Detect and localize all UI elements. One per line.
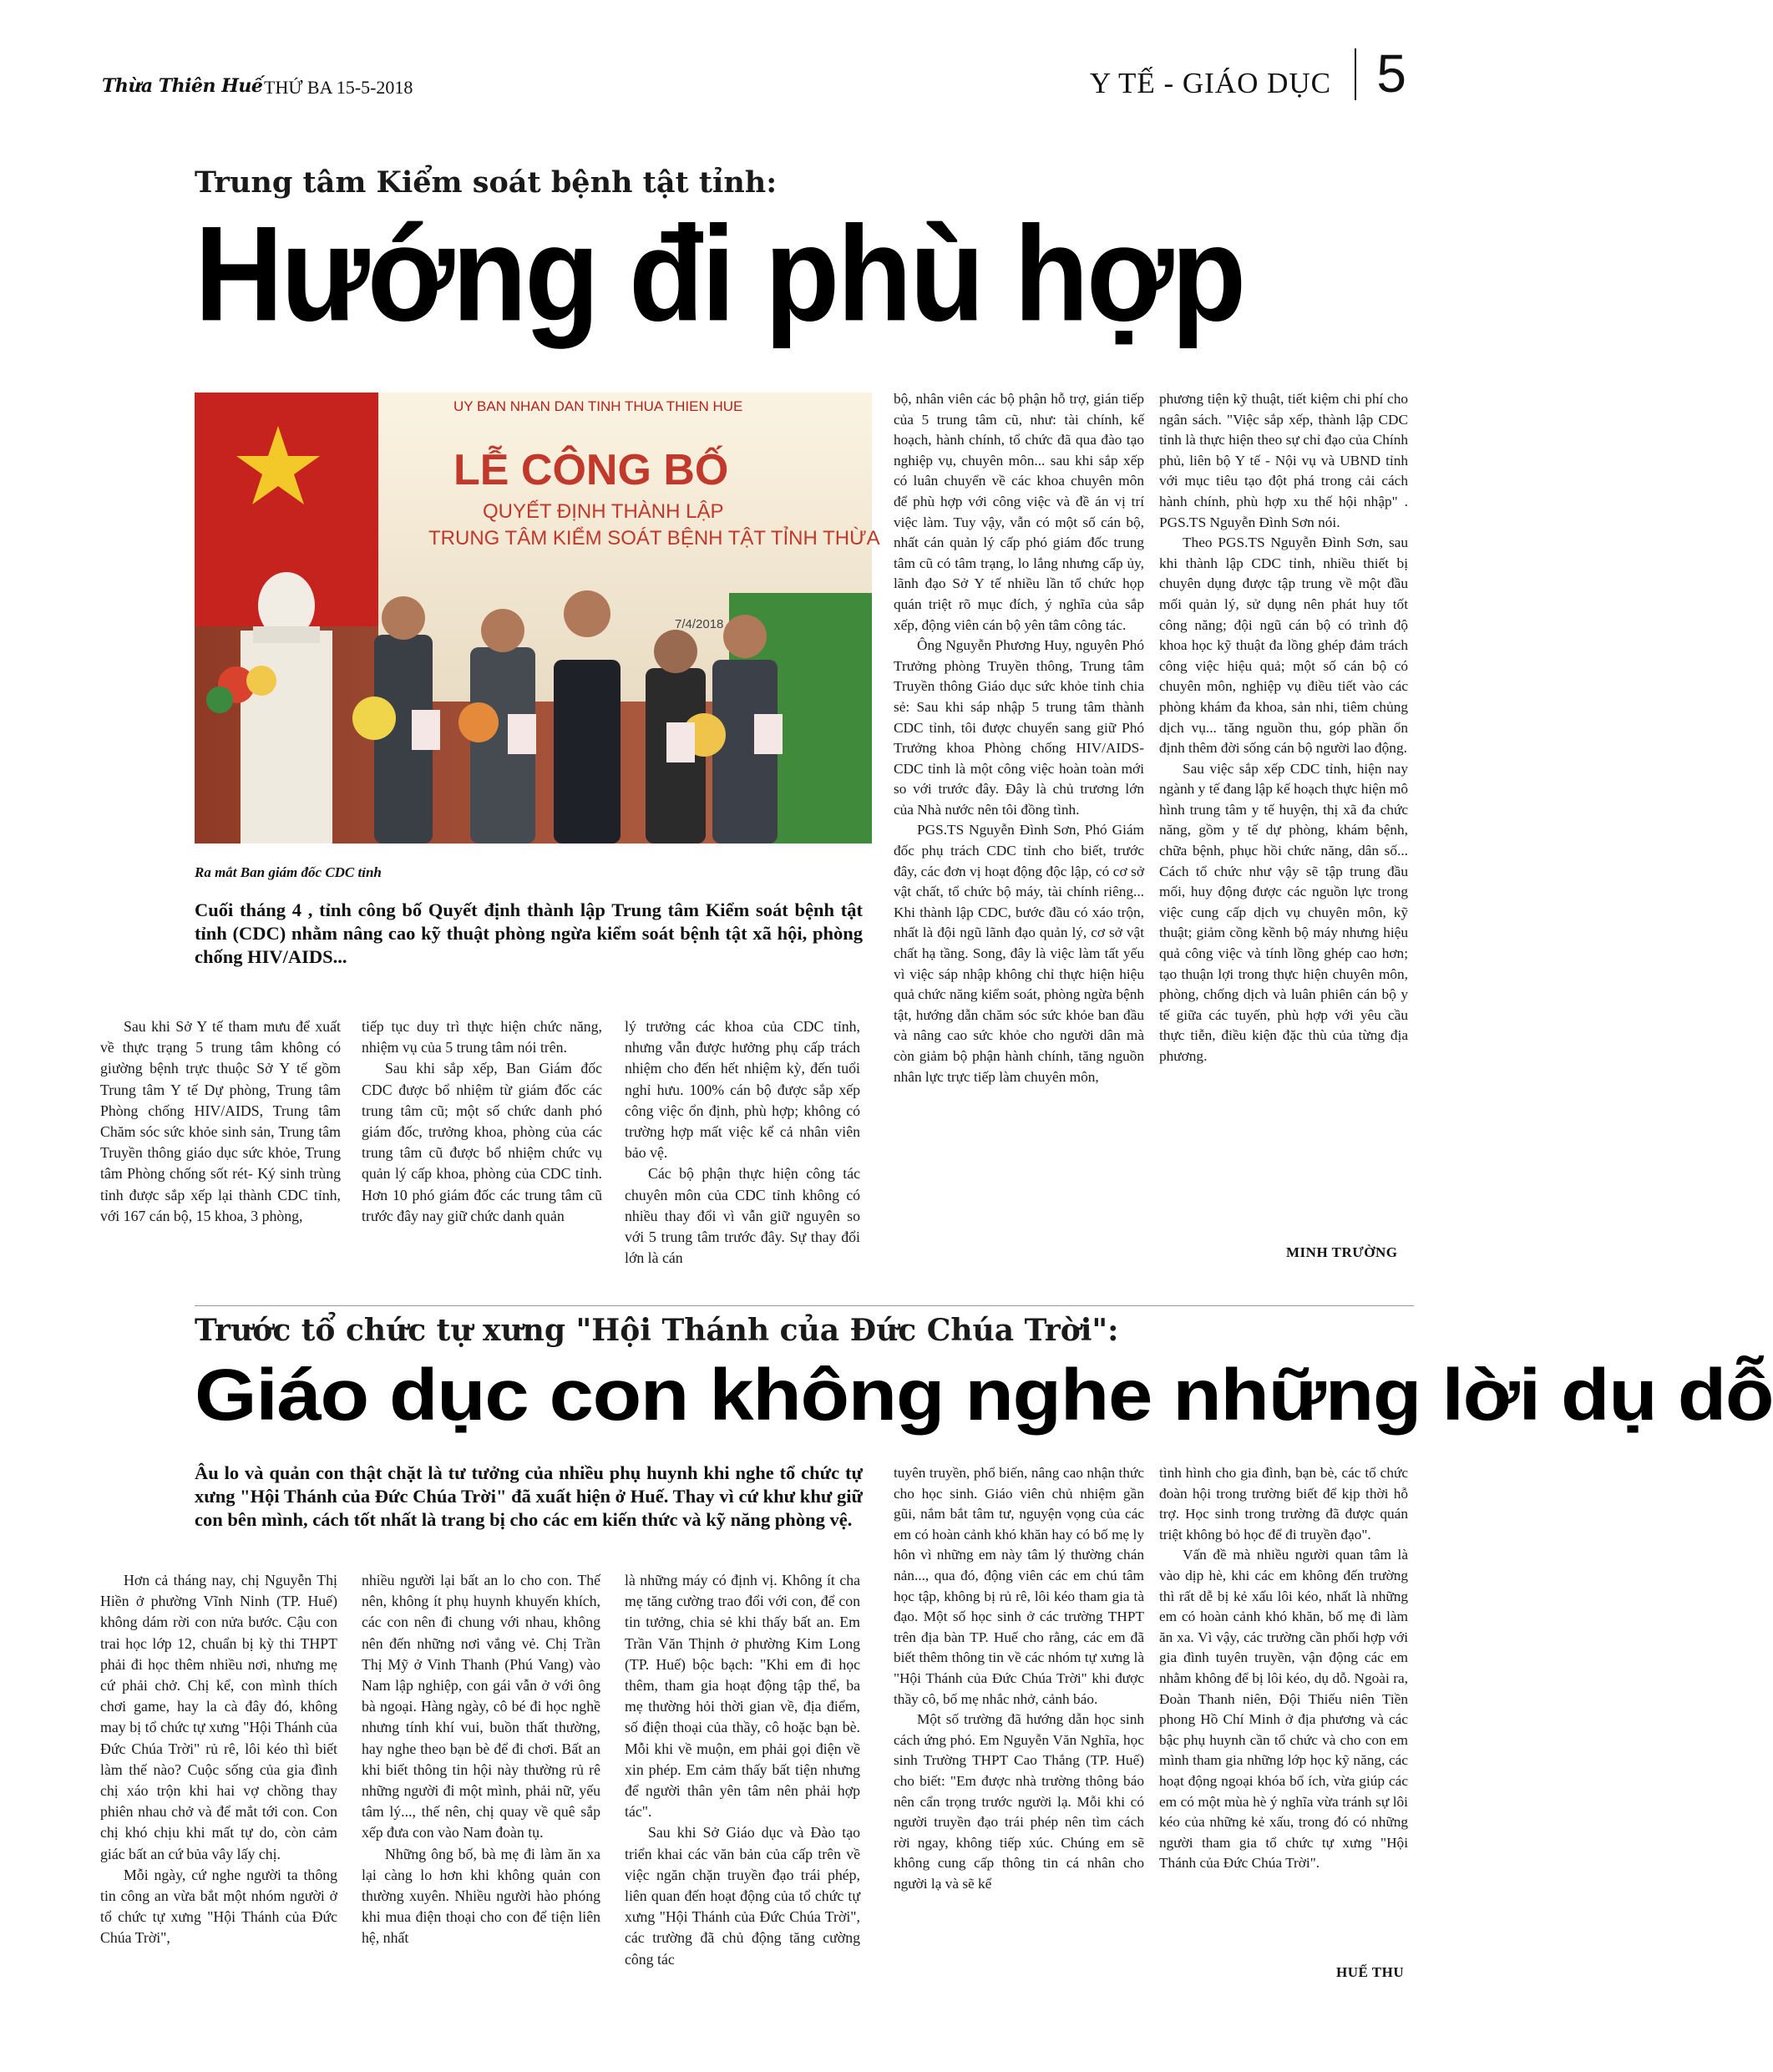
paragraph: tiếp tục duy trì thực hiện chức năng, nhiệm vụ của 5 trung tâm nói trên. [362,1018,602,1056]
paragraph: tuyên truyền, phổ biến, nâng cao nhận thức cho học sinh. Giáo viên chủ nhiệm gần gũi, nắm bắt tâm tư, nguyện vọng của các em có hoàn cảnh khó khăn hay có bố mẹ ly hôn vì những em này tâm lý thường chán nản..., qua đó, động viên các em chú tâm học tập, không bị rủ rê, lôi kéo tham gia tà đạo. Một số học sinh ở các trường THPT trên địa bàn TP. Huế cho rằng, các em đã biết thêm thông tin về các nhóm tự xưng là "Hội Thánh của Đức Chúa Trời" khi được thầy cô, bố mẹ nhắc nhở, cảnh báo. [894,1465,1144,1707]
ceremony-photo-image [195,393,880,843]
masthead [99,43,1406,104]
article2-headline: Giáo dục con không nghe những lời dụ dỗ [195,1354,1773,1436]
issue-date: THỨ BA 15-5-2018 [264,77,413,98]
paragraph: Ông Nguyễn Phương Huy, nguyên Phó Trưởng phòng Truyền thông, Trung tâm Truyền thông Giáo dục sức khỏe tỉnh chia sẻ: Sau khi sáp nhập 5 trung tâm thành CDC tỉnh, tôi được chuyển sang giữ Phó Trưởng khoa Phòng chống HIV/AIDS-CDC tỉnh là một công việc hoàn toàn mới so với trước đây. Đây là chủ trương lớn của Nhà nước nên tôi đồng tình. [894,637,1144,818]
article1-column-5 [1159,389,1408,1067]
article2-column-4 [894,1463,1144,1894]
article1-column-3 [625,1016,860,1269]
paragraph: Sau khi sắp xếp, Ban Giám đốc CDC được bổ nhiệm từ giám đốc các trung tâm cũ; một số chức danh phó giám đốc, trưởng khoa, phòng của các trung tâm cũ được bổ nhiệm chức vụ quản lý cấp khoa, phòng của CDC tỉnh. Hơn 10 phó giám đốc các trung tâm cũ trước đây nay giữ chức danh quản [362,1060,602,1224]
article2-column-3 [625,1570,860,1970]
article2-byline: HUẾ THU [1336,1964,1405,1980]
article1-column-4 [894,389,1144,1087]
paragraph: lý trưởng các khoa của CDC tỉnh, nhưng vẫn được hưởng phụ cấp trách nhiệm cho đến hết nhiệm kỳ, đến tuổi nghỉ hưu. 100% cán bộ được sắp xếp công việc ổn định, phù hợp; không có trường hợp mất việc kể cả nhân viên bảo vệ. [625,1018,860,1162]
paragraph: Mỗi ngày, cứ nghe người ta thông tin công an vừa bắt một nhóm người ở tổ chức tự xưng "Hội Thánh của Đức Chúa Trời", [100,1866,337,1947]
paragraph: bộ, nhân viên các bộ phận hỗ trợ, gián tiếp của 5 trung tâm cũ, như: tài chính, kế hoạch, hành chính, tổ chức đã qua đào tạo nghiệp vụ, chuyên môn... sau khi sắp xếp có luân chuyển về các khoa chuyên môn để phù hợp với công việc và đề án vị trí việc làm. Tuy vậy, vẫn có một số cán bộ, nhất cán quản lý cấp phó giám đốc trung tâm cũ có tâm trạng, lo lắng nhưng cấp ủy, lãnh đạo Sở Y tế nhiều lần tổ chức họp quán triệt rõ mục đích, ý nghĩa của sắp xếp, động viên cán bộ yên tâm công tác. [894,391,1144,633]
section-name: Y TẾ - GIÁO DỤC [1089,67,1331,99]
article1-byline: MINH TRƯỜNG [1286,1244,1398,1260]
paragraph: Sau việc sắp xếp CDC tỉnh, hiện nay ngành y tế đang lập kế hoạch thực hiện mô hình trung tâm y tế huyện, thị xã đa chức năng, gồm y tế dự phòng, khám bệnh, chữa bệnh, phục hồi chức năng, dân số... Cách tổ chức như vậy sẽ tập trung đầu mối, huy động được các nguồn lực trong việc cung cấp dịch vụ chuyên môn, kỹ thuật; giảm cồng kềnh bộ máy nhưng hiệu quả công việc và tính lồng ghép cao hơn; tạo thuận lợi trong thực hiện chuyên môn, phòng, chống dịch và luân phiên cán bộ y tế giữa các tuyến, phù hợp với yêu cầu thực tiễn, điều kiện đặc thù của từng địa phương. [1159,760,1408,1064]
banner-line1-text: QUYẾT ĐỊNH THÀNH LẬP [483,500,724,523]
banner-date-text: 7/4/2018 [675,617,724,631]
article1-kicker: Trung tâm Kiểm soát bệnh tật tỉnh: [195,165,778,200]
article2-lead: Âu lo và quản con thật chặt là tư tưởng của nhiều phụ huynh khi nghe tổ chức tự xưng "Hội Thánh của Đức Chúa Trời" đã xuất hiện ở Huế. Thay vì cứ khư khư giữ con bên mình, cách tốt nhất là trang bị cho các em kiến thức và kỹ năng phòng vệ. [195,1462,863,1530]
paragraph: Hơn cả tháng nay, chị Nguyễn Thị Hiền ở phường Vĩnh Ninh (TP. Huế) không dám rời con nửa bước. Cậu con trai học lớp 12, chuẩn bị kỳ thi THPT phải đi học thêm nhiều nơi, nhưng mẹ cứ phải chở. Chị kể, con mình thích chơi game, hay la cà đây đó, không may bị tổ chức tự xưng "Hội Thánh của Đức Chúa Trời" rủ rê, lôi kéo thì biết làm thế nào? Cuộc sống của gia đình chị xáo trộn khi hai vợ chồng thay phiên nhau chở và để mắt tới con. Con chị khó chịu khi mất tự do, còn cảm giác bất an cứ bủa vây lấy chị. [100,1572,337,1862]
article2-kicker: Trước tổ chức tự xưng "Hội Thánh của Đức Chúa Trời": [195,1313,1119,1348]
article2-column-1 [100,1570,337,1949]
newspaper-name: Thừa Thiên Huế [102,75,263,97]
paragraph: Các bộ phận thực hiện công tác chuyên môn của CDC tỉnh không có nhiều thay đổi vì vẫn giữ nguyên so với 5 trung tâm trước đây. Sự thay đổi lớn là cán [625,1165,860,1267]
paragraph: Vấn đề mà nhiều người quan tâm là vào dịp hè, khi các em không đến trường thì rất dễ bị kẻ xấu lôi kéo, nhất là những em có hoàn cảnh khó khăn, bố mẹ đi làm ăn xa. Vì vậy, các trường cần phối hợp với gia đình tuyên truyền, vận động các em nhằm không để bị lôi kéo, dụ dỗ. Ngoài ra, Đoàn Thanh niên, Đội Thiếu niên Tiền phong Hồ Chí Minh ở địa phương và các bậc phụ huynh cần tổ chức và cho con em mình tham gia những lớp học kỹ năng, các hoạt động ngoại khóa bổ ích, vừa giúp các em có một mùa hè ý nghĩa vừa tránh sự lôi kéo của những kẻ xấu, trong đó có những người tham gia tổ chức tự xưng "Hội Thánh của Đức Chúa Trời". [1159,1547,1408,1872]
paragraph: tình hình cho gia đình, bạn bè, các tổ chức đoàn hội trong trường biết để kịp thời hỗ trợ. Học sinh trong trường đã được quán triệt không bỏ học để đi truyền đạo". [1159,1465,1408,1543]
page-number: 5 [1376,43,1406,104]
paragraph: là những máy có định vị. Không ít cha mẹ tăng cường trao đổi với con, để con tin tưởng, chia sẻ khi thấy bất an. Em Trần Văn Thịnh ở phường Kim Long (TP. Huế) bộc bạch: "Khi em đi học thêm, tham gia hoạt động tập thể, ba mẹ thường hỏi thời gian về, địa điểm, số điện thoại của thầy, cô hoặc bạn bè. Mỗi khi về muộn, em phải gọi điện về xin phép. Em cảm thấy bất tiện nhưng để người thân yên tâm nên phải hợp tác". [625,1572,860,1821]
photo-caption: Ra mắt Ban giám đốc CDC tỉnh [195,864,382,880]
paragraph: Sau khi Sở Giáo dục và Đào tạo triển khai các văn bản của cấp trên về việc ngăn chặn truyền đạo trái phép, liên quan đến hoạt động của tổ chức tự xưng "Hội Thánh của Đức Chúa Trời", các trường đã chủ động tăng cường công tác [625,1824,860,1968]
article-divider [195,1305,1414,1306]
paragraph: Một số trường đã hướng dẫn học sinh cách ứng phó. Em Nguyễn Văn Nghĩa, học sinh Trường THPT Cao Thắng (TP. Huế) cho biết: "Em được nhà trường thông báo nên cẩn trọng trước người lạ. Mỗi khi có người truyền đạo trái phép nên tìm cách rời ngay, không tiếp xúc. Chúng em sẽ không cung cấp thông tin cá nhân cho người lạ và sẽ kể [894,1711,1144,1892]
article2-column-2 [362,1570,600,1949]
article1-column-1 [100,1016,341,1227]
paragraph: PGS.TS Nguyễn Đình Sơn, Phó Giám đốc phụ trách CDC tỉnh cho biết, trước đây, các đơn vị hoạt động độc lập, có cơ sở vật chất, tổ chức bộ máy, tài chính riêng... Khi thành lập CDC, bước đầu có xáo trộn, nhất là đội ngũ lãnh đạo quản lý, cơ sở vật chất hạ tầng. Song, đây là việc làm tất yếu vì việc sáp nhập không chỉ thực hiện hiệu quả chức năng kiểm soát, phòng ngừa bệnh tật, hướng dẫn chăm sóc sức khỏe ban đầu và nâng cao sức khỏe cho người dân mà còn giảm bộ phận hành chính, tăng nguồn nhân lực trực tiếp làm chuyên môn, [894,822,1144,1085]
paragraph: Những ông bố, bà mẹ đi làm ăn xa lại càng lo hơn khi không quản con thường xuyên. Nhiều người hào phóng khi mua điện thoại cho con để tiện liên hệ, nhất [362,1845,600,1947]
article1-column-2 [362,1016,602,1227]
banner-top-text: UY BAN NHAN DAN TINH THUA THIEN HUE [453,398,743,414]
article1-headline: Hướng đi phù hợp [195,198,1244,351]
article2-column-5 [1159,1463,1408,1874]
paragraph: nhiều người lại bất an lo cho con. Thế nên, không ít phụ huynh khuyến khích, các con nên đi chung với nhau, không nên đến những nơi vắng vẻ. Chị Trần Thị Mỹ ở Vinh Thanh (Phú Vang) vào Nam lập nghiệp, con gái vẫn ở với ông bà ngoại. Hàng ngày, cô bé đi học nghề nhưng tính khí vui, buồn thất thường, hay nghe theo bạn bè để đi chơi. Bất an khi biết thông tin hội này thường rủ rê những người đi một mình, phải nữ, yếu tâm lý..., thế nên, chị quay về quê sắp xếp đưa con vào Nam đoàn tụ. [362,1572,600,1841]
masthead-divider [1355,48,1356,100]
article1-lead: Cuối tháng 4 , tỉnh công bố Quyết định thành lập Trung tâm Kiểm soát bệnh tật tỉnh (CDC) nhằm nâng cao kỹ thuật phòng ngừa kiểm soát bệnh tật xã hội, phòng chống HIV/AIDS... [195,899,863,967]
banner-line2-text: TRUNG TÂM KIỂM SOÁT BỆNH TẬT TỈNH THỪA [428,527,880,550]
banner-title-text: LỄ CÔNG BỐ [453,446,729,494]
paragraph: Sau khi Sở Y tế tham mưu để xuất về thực trạng 5 trung tâm không có giường bệnh trực thuộc Sở Y tế gồm Trung tâm Y tế Dự phòng, Trung tâm Phòng chống HIV/AIDS, Trung tâm Chăm sóc sức khỏe sinh sản, Trung tâm Truyền thông giáo dục sức khỏe, Trung tâm Phòng chống sốt rét- Ký sinh trùng tỉnh được sắp xếp lại thành CDC tỉnh, với 167 cán bộ, 15 khoa, 3 phòng, [100,1018,341,1224]
paragraph: Theo PGS.TS Nguyễn Đình Sơn, sau khi thành lập CDC tỉnh, nhiều thiết bị chuyên dụng được tập trung về một đầu mối quản lý, sử dụng nên phát huy tốt công năng; đội ngũ cán bộ có trình độ khoa học kỹ thuật đa lồng ghép đảm trách công việc hiệu quả; một số cán bộ có chuyên môn, nghiệp vụ điều tiết vào các phòng khám đa khoa, sản nhi, tiêm chủng dịch vụ... tăng nguồn thu, góp phần ổn định thêm đời sống cán bộ người lao động. [1159,534,1408,757]
ceremony-photo [195,393,880,843]
paragraph: phương tiện kỹ thuật, tiết kiệm chi phí cho ngân sách. "Việc sắp xếp, thành lập CDC tỉnh là thực hiện theo sự chỉ đạo của Chính phủ, liên bộ Y tế - Nội vụ và UBND tỉnh với mục tiêu tạo đột phá trong cải cách hành chính, phù hợp xu thế hội nhập" . PGS.TS Nguyễn Đình Sơn nói. [1159,391,1408,530]
